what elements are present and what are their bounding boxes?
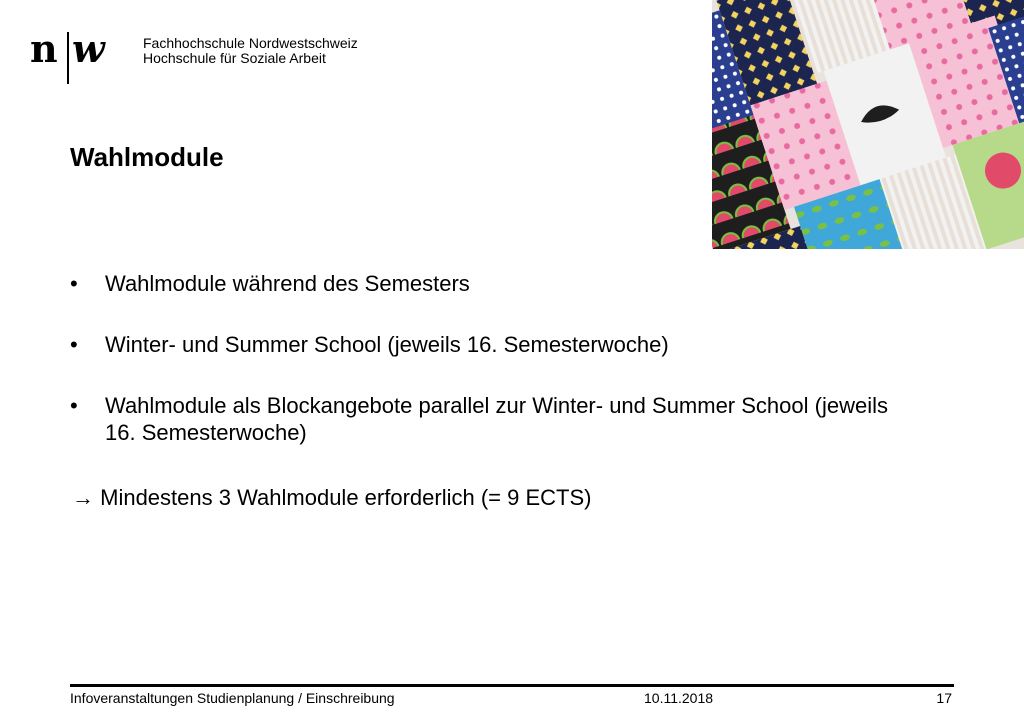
footer-divider [70,684,954,687]
institution-logo [30,22,390,76]
slide-title: Wahlmodule [70,142,224,172]
institution-line-2: Hochschule für Soziale Arbeit [143,50,326,66]
bullet-text: Wahlmodule während des Semesters [105,271,470,296]
bullet-text: Wahlmodule als Blockangebote parallel zur Winter- und Summer School (jeweils 16. Semesterwoche) [105,393,888,445]
bullet-icon: • [70,332,78,357]
institution-name [143,36,358,66]
logo-letter-w: w [72,26,104,71]
footer-date: 10.11.2018 [644,690,714,706]
conclusion-text: Mindestens 3 Wahlmodule erforderlich (= 9 ECTS) [100,485,592,510]
bullet-text: Winter- und Summer School (jeweils 16. Semesterwoche) [105,332,669,357]
photo-illustration [712,0,1024,249]
institution-line-1: Fachhochschule Nordwestschweiz [143,35,358,51]
bullet-icon: • [70,393,78,418]
footer-event-name: Infoveranstaltungen Studienplanung / Einschreibung [70,690,395,706]
logo-divider [67,32,69,84]
list-item [70,270,910,297]
fabric-pouches-photo [712,0,1024,249]
list-item [70,331,910,358]
logo-letter-n: n [30,26,57,71]
bullet-icon: • [70,271,78,296]
conclusion-line [72,484,591,511]
arrow-right-icon: → [72,485,94,510]
bullet-list [70,270,910,480]
page-number: 17 [936,690,952,706]
list-item [70,392,910,446]
